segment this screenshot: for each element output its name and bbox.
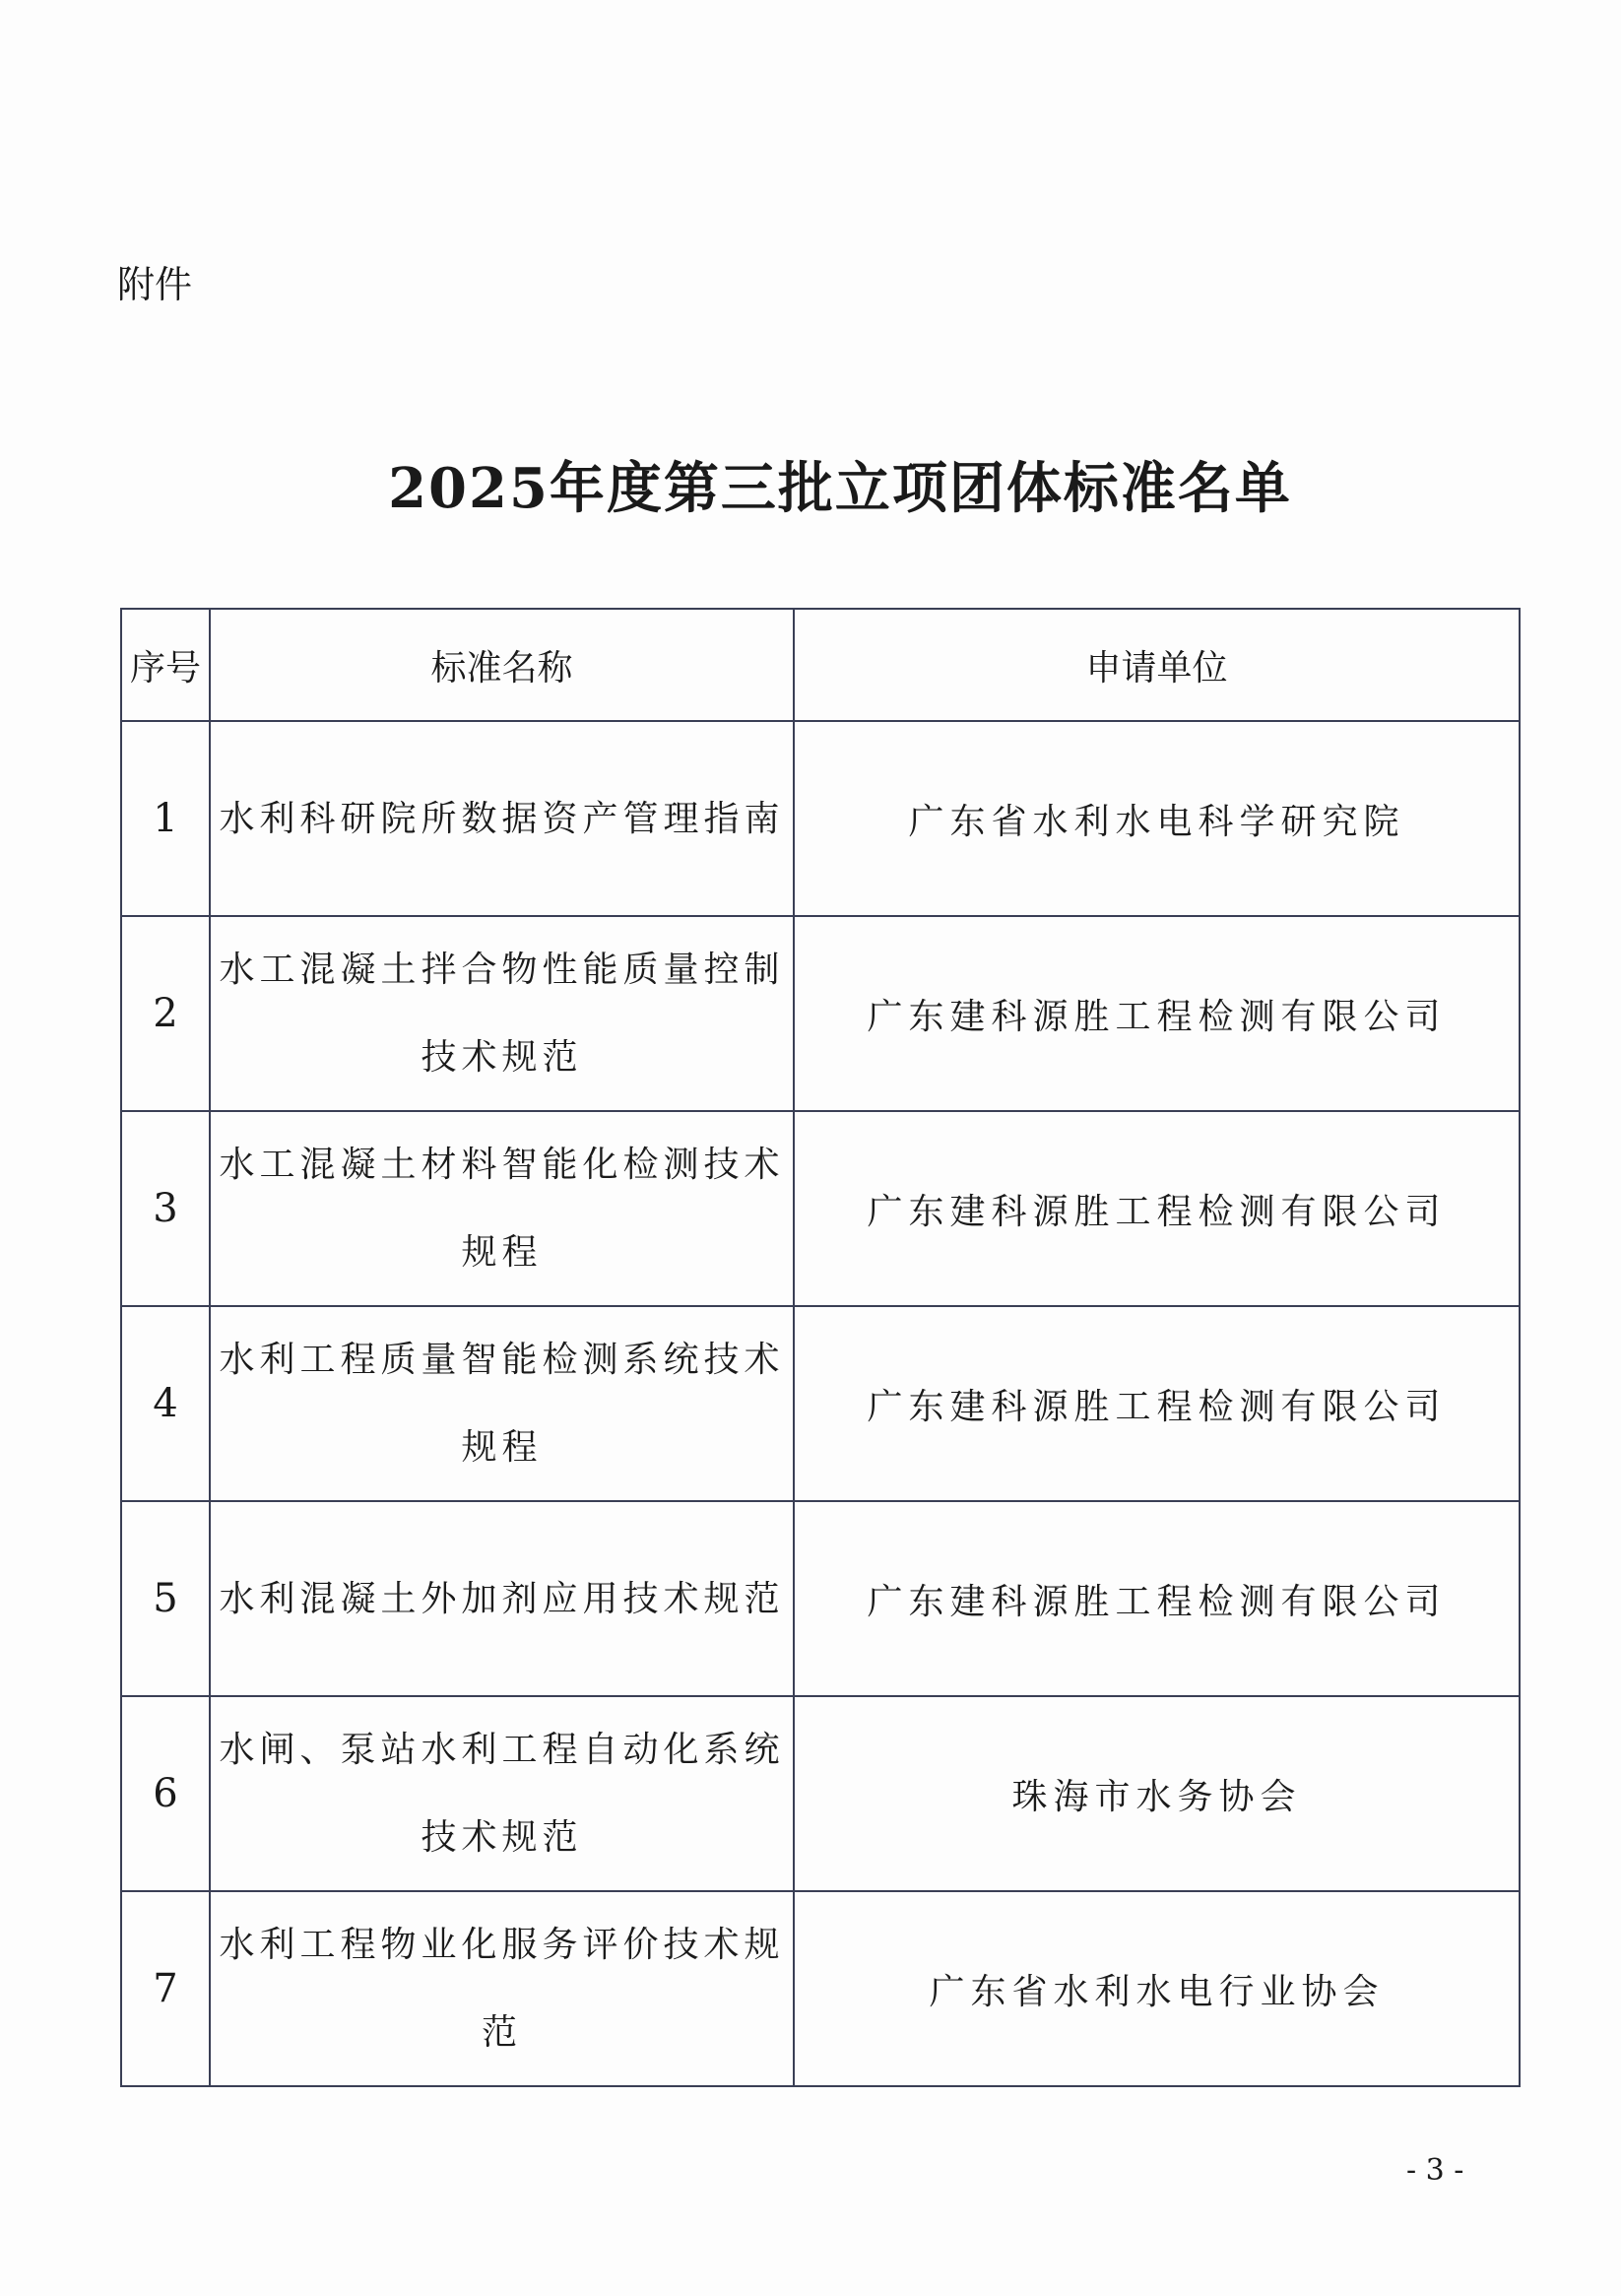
table-row xyxy=(121,1306,1520,1501)
row-standard-name: 水工混凝土材料智能化检测技术规程 xyxy=(210,1111,794,1306)
table-header-row xyxy=(121,609,1520,721)
row-applicant: 广东建科源胜工程检测有限公司 xyxy=(794,1306,1520,1501)
row-no: 6 xyxy=(121,1696,210,1891)
row-standard-name: 水工混凝土拌合物性能质量控制技术规范 xyxy=(210,916,794,1111)
row-applicant: 广东建科源胜工程检测有限公司 xyxy=(794,916,1520,1111)
attachment-label: 附件 xyxy=(117,263,193,306)
header-name: 标准名称 xyxy=(210,609,794,721)
row-applicant: 广东建科源胜工程检测有限公司 xyxy=(794,1111,1520,1306)
row-standard-name: 水利混凝土外加剂应用技术规范 xyxy=(210,1501,794,1696)
row-standard-name: 水利工程物业化服务评价技术规范 xyxy=(210,1891,794,2086)
header-unit: 申请单位 xyxy=(794,609,1520,721)
standards-table xyxy=(120,608,1521,2087)
row-no: 7 xyxy=(121,1891,210,2086)
row-applicant: 珠海市水务协会 xyxy=(794,1696,1520,1891)
row-standard-name: 水利工程质量智能检测系统技术规程 xyxy=(210,1306,794,1501)
row-standard-name: 水闸、泵站水利工程自动化系统技术规范 xyxy=(210,1696,794,1891)
table-row xyxy=(121,1891,1520,2086)
table-row xyxy=(121,721,1520,916)
row-applicant: 广东省水利水电行业协会 xyxy=(794,1891,1520,2086)
row-no: 3 xyxy=(121,1111,210,1306)
header-no: 序号 xyxy=(121,609,210,721)
row-no: 4 xyxy=(121,1306,210,1501)
document-title: 2025年度第三批立项团体标准名单 xyxy=(388,456,1292,521)
row-no: 5 xyxy=(121,1501,210,1696)
row-no: 2 xyxy=(121,916,210,1111)
row-standard-name: 水利科研院所数据资产管理指南 xyxy=(210,721,794,916)
row-applicant: 广东省水利水电科学研究院 xyxy=(794,721,1520,916)
row-applicant: 广东建科源胜工程检测有限公司 xyxy=(794,1501,1520,1696)
table-row xyxy=(121,1501,1520,1696)
page-number: - 3 - xyxy=(1406,2153,1464,2188)
row-no: 1 xyxy=(121,721,210,916)
table-row xyxy=(121,1696,1520,1891)
table-row xyxy=(121,1111,1520,1306)
table-row xyxy=(121,916,1520,1111)
